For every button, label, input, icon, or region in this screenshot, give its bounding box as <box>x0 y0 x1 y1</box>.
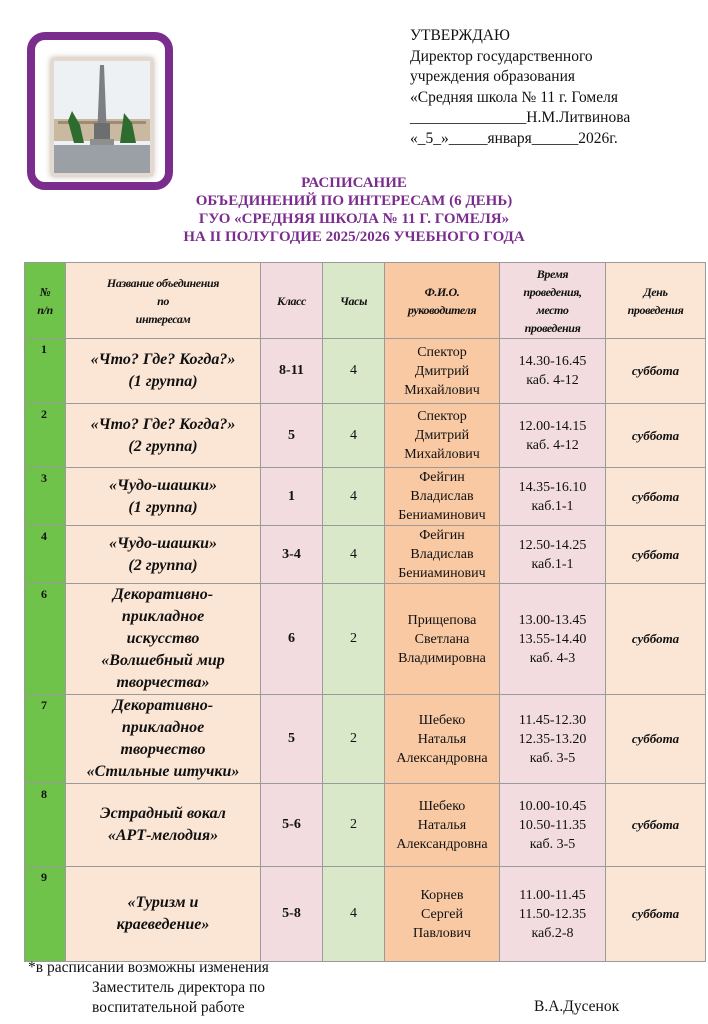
time-place: 11.45-12.30 12.35-13.20 каб. 3-5 <box>500 695 606 784</box>
approval-date: «_5_»_____января______2026г. <box>410 129 618 147</box>
title-line: РАСПИСАНИЕ <box>301 175 407 191</box>
title-line: ОБЪЕДИНЕНИЙ ПО ИНТЕРЕСАМ (6 ДЕНЬ) <box>195 193 513 209</box>
club-name: «Туризм и краеведение» <box>66 867 261 962</box>
class-value: 5-8 <box>261 867 323 962</box>
row-number: 2 <box>25 404 66 468</box>
row-number: 4 <box>25 526 66 584</box>
row-number: 7 <box>25 695 66 784</box>
header-name: Название объединения по интересам <box>66 263 261 339</box>
photo-frame <box>27 32 173 190</box>
time-place: 12.00-14.15 каб. 4-12 <box>500 404 606 468</box>
schedule-table <box>24 262 706 962</box>
leader-name: Фейгин Владислав Бениаминович <box>385 526 500 584</box>
row-number: 3 <box>25 468 66 526</box>
row-number: 6 <box>25 584 66 695</box>
time-place: 11.00-11.45 11.50-12.35 каб.2-8 <box>500 867 606 962</box>
approval-line: «Средняя школа № 11 г. Гомеля <box>410 88 618 106</box>
club-name: «Что? Где? Когда?» (2 группа) <box>66 404 261 468</box>
approval-block <box>410 26 700 149</box>
approval-line: учреждения образования <box>410 68 576 85</box>
leader-name: Прищепова Светлана Владимировна <box>385 584 500 695</box>
table-row <box>25 784 706 867</box>
day-value: суббота <box>606 339 706 404</box>
table-row <box>25 867 706 962</box>
day-value: суббота <box>606 404 706 468</box>
club-name: «Чудо-шашки» (1 группа) <box>66 468 261 526</box>
deputy-title-line1: Заместитель директора по <box>92 979 266 996</box>
day-value: суббота <box>606 468 706 526</box>
class-value: 5 <box>261 404 323 468</box>
class-value: 5 <box>261 695 323 784</box>
time-place: 14.35-16.10 каб.1-1 <box>500 468 606 526</box>
hours-value: 2 <box>323 584 385 695</box>
table-row <box>25 584 706 695</box>
deputy-title-line2: воспитательной работе <box>92 999 245 1016</box>
hours-value: 4 <box>323 339 385 404</box>
monument-image <box>54 61 150 173</box>
hours-value: 4 <box>323 526 385 584</box>
row-number: 9 <box>25 867 66 962</box>
monument-photo <box>51 58 153 176</box>
approval-signature-line: _______________Н.М.Литвинова <box>410 109 631 126</box>
title-line: НА II ПОЛУГОДИЕ 2025/2026 УЧЕБНОГО ГОДА <box>183 229 525 245</box>
header-time: Время проведения, место проведения <box>500 263 606 339</box>
row-number: 8 <box>25 784 66 867</box>
day-value: суббота <box>606 526 706 584</box>
row-number: 1 <box>25 339 66 404</box>
leader-name: Шебеко Наталья Александровна <box>385 695 500 784</box>
leader-name: Спектор Дмитрий Михайлович <box>385 404 500 468</box>
hours-value: 2 <box>323 784 385 867</box>
table-row <box>25 404 706 468</box>
leader-name: Фейгин Владислав Бениаминович <box>385 468 500 526</box>
leader-name: Корнев Сергей Павлович <box>385 867 500 962</box>
club-name: Эстрадный вокал «АРТ-мелодия» <box>66 784 261 867</box>
hours-value: 4 <box>323 468 385 526</box>
day-value: суббота <box>606 784 706 867</box>
time-place: 13.00-13.45 13.55-14.40 каб. 4-3 <box>500 584 606 695</box>
header-hours: Часы <box>323 263 385 339</box>
class-value: 1 <box>261 468 323 526</box>
header-num: № п/п <box>25 263 66 339</box>
hours-value: 2 <box>323 695 385 784</box>
day-value: суббота <box>606 695 706 784</box>
leader-name: Шебеко Наталья Александровна <box>385 784 500 867</box>
hours-value: 4 <box>323 404 385 468</box>
header-class: Класс <box>261 263 323 339</box>
time-place: 14.30-16.45 каб. 4-12 <box>500 339 606 404</box>
class-value: 8-11 <box>261 339 323 404</box>
table-row <box>25 526 706 584</box>
title-line: ГУО «СРЕДНЯЯ ШКОЛА № 11 Г. ГОМЕЛЯ» <box>198 211 510 227</box>
approval-line: Директор государственного <box>410 47 593 65</box>
header-day: День проведения <box>606 263 706 339</box>
header-leader: Ф.И.О. руководителя <box>385 263 500 339</box>
page-title <box>0 174 708 246</box>
table-row <box>25 695 706 784</box>
approval-line: УТВЕРЖДАЮ <box>410 27 510 44</box>
signature-name: В.А.Дусенок <box>534 998 620 1015</box>
class-value: 6 <box>261 584 323 695</box>
club-name: Декоративно- прикладное искусство «Волшебный мир творчества» <box>66 584 261 695</box>
day-value: суббота <box>606 867 706 962</box>
class-value: 3-4 <box>261 526 323 584</box>
time-place: 12.50-14.25 каб.1-1 <box>500 526 606 584</box>
hours-value: 4 <box>323 867 385 962</box>
table-row <box>25 339 706 404</box>
table-row <box>25 468 706 526</box>
footer-note: *в расписании возможны изменения <box>28 959 269 976</box>
leader-name: Спектор Дмитрий Михайлович <box>385 339 500 404</box>
club-name: «Чудо-шашки» (2 группа) <box>66 526 261 584</box>
table-header-row <box>25 263 706 339</box>
time-place: 10.00-10.45 10.50-11.35 каб. 3-5 <box>500 784 606 867</box>
club-name: «Что? Где? Когда?» (1 группа) <box>66 339 261 404</box>
club-name: Декоративно- прикладное творчество «Стильные штучки» <box>66 695 261 784</box>
class-value: 5-6 <box>261 784 323 867</box>
day-value: суббота <box>606 584 706 695</box>
